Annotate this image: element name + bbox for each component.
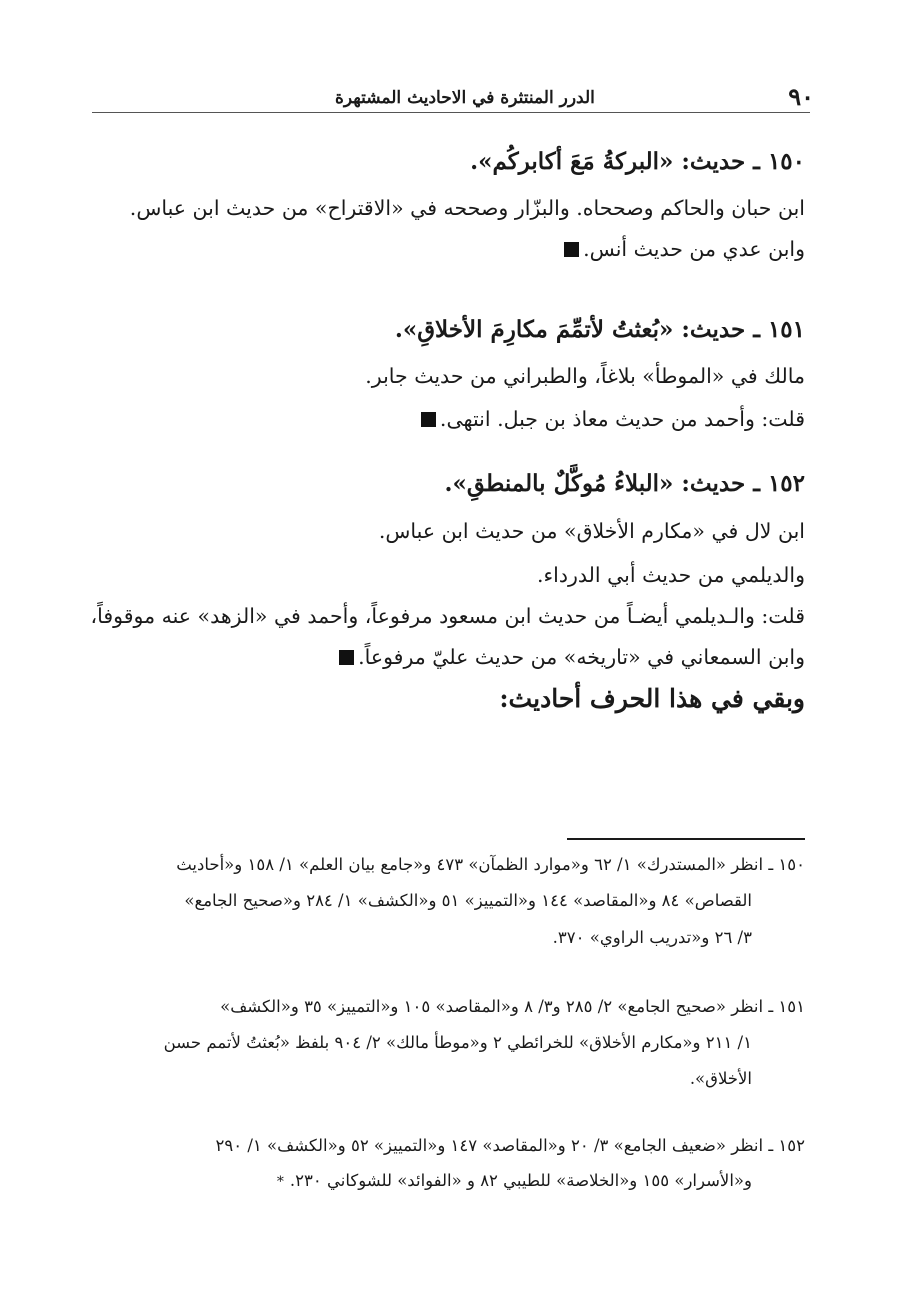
entry-151-line-1: مالك في «الموطأ» بلاغاً، والطبراني من حديث جابر. bbox=[365, 364, 805, 388]
end-square-icon bbox=[421, 412, 436, 427]
footnote-150-line-2: القصاص» ٨٤ و«المقاصد» ١٤٤ و«التمييز» ٥١ و«الكشف» ١/ ٢٨٤ و«صحيح الجامع» bbox=[184, 891, 752, 910]
footnote-152-line-1: ١٥٢ ـ انظر «ضعيف الجامع» ٣/ ٢٠ و«المقاصد» ١٤٧ و«التمييز» ٥٢ و«الكشف» ١/ ٢٩٠ bbox=[215, 1136, 805, 1155]
header-rule bbox=[92, 112, 810, 113]
footnote-151-line-1: ١٥١ ـ انظر «صحيح الجامع» ٢/ ٢٨٥ و٣/ ٨ و«المقاصد» ١٠٥ و«التمييز» ٣٥ و«الكشف» bbox=[220, 997, 805, 1016]
entry-150-line-1: ابن حبان والحاكم وصححاه. والبزّار وصححه في «الاقتراح» من حديث ابن عباس. bbox=[129, 196, 805, 220]
end-square-icon bbox=[564, 242, 579, 257]
footnote-151-line-2: ١/ ٢١١ و«مكارم الأخلاق» للخرائطي ٢ و«موطأ مالك» ٢/ ٩٠٤ بلفظ «بُعثتُ لأتمم حسن bbox=[163, 1033, 752, 1052]
page-number: ٩٠ bbox=[788, 82, 814, 111]
entry-152-line-4: وابن السمعاني في «تاريخه» من حديث عليّ مرفوعاً. bbox=[339, 645, 805, 669]
footnote-150-line-1: ١٥٠ ـ انظر «المستدرك» ١/ ٦٢ و«موارد الظمآن» ٤٧٣ و«جامع بيان العلم» ١/ ١٥٨ و«أحاديث bbox=[176, 855, 805, 874]
entry-151-title: ١٥١ ـ حديث: «بُعثتُ لأتمِّمَ مكارِمَ الأخلاقِ». bbox=[394, 316, 805, 343]
footnote-152-line-2: و«الأسرار» ١٥٥ و«الخلاصة» للطيبي ٨٢ و «الفوائد» للشوكاني ٢٣٠.* bbox=[276, 1171, 752, 1190]
running-title: الدرر المنتثرة في الاحاديث المشتهرة bbox=[335, 88, 595, 108]
asterisk-mark: * bbox=[276, 1174, 284, 1190]
entry-152-line-2: والديلمي من حديث أبي الدرداء. bbox=[536, 563, 805, 587]
end-square-icon bbox=[339, 650, 354, 665]
footnote-151-line-3: الأخلاق». bbox=[689, 1069, 752, 1088]
entry-152-title: ١٥٢ ـ حديث: «البلاءُ مُوكَّلٌ بالمنطقِ». bbox=[444, 470, 805, 497]
entry-150-title: ١٥٠ ـ حديث: «البركةُ مَعَ أكابركُم». bbox=[470, 148, 805, 175]
closing-line: وبقي في هذا الحرف أحاديث: bbox=[499, 684, 805, 713]
entry-151-line-2: قلت: وأحمد من حديث معاذ بن جبل. انتهى. bbox=[421, 407, 805, 431]
entry-152-line-3: قلت: والـديلمي أيضـاً من حديث ابن مسعود مرفوعاً، وأحمد في «الزهد» عنه موقوفاً، bbox=[90, 604, 805, 628]
entry-152-line-1: ابن لال في «مكارم الأخلاق» من حديث ابن عباس. bbox=[378, 519, 805, 543]
footnote-150-line-3: ٣/ ٢٦ و«تدريب الراوي» ٣٧٠. bbox=[552, 928, 752, 947]
footnote-separator bbox=[567, 838, 805, 840]
entry-150-line-2: وابن عدي من حديث أنس. bbox=[564, 237, 805, 261]
